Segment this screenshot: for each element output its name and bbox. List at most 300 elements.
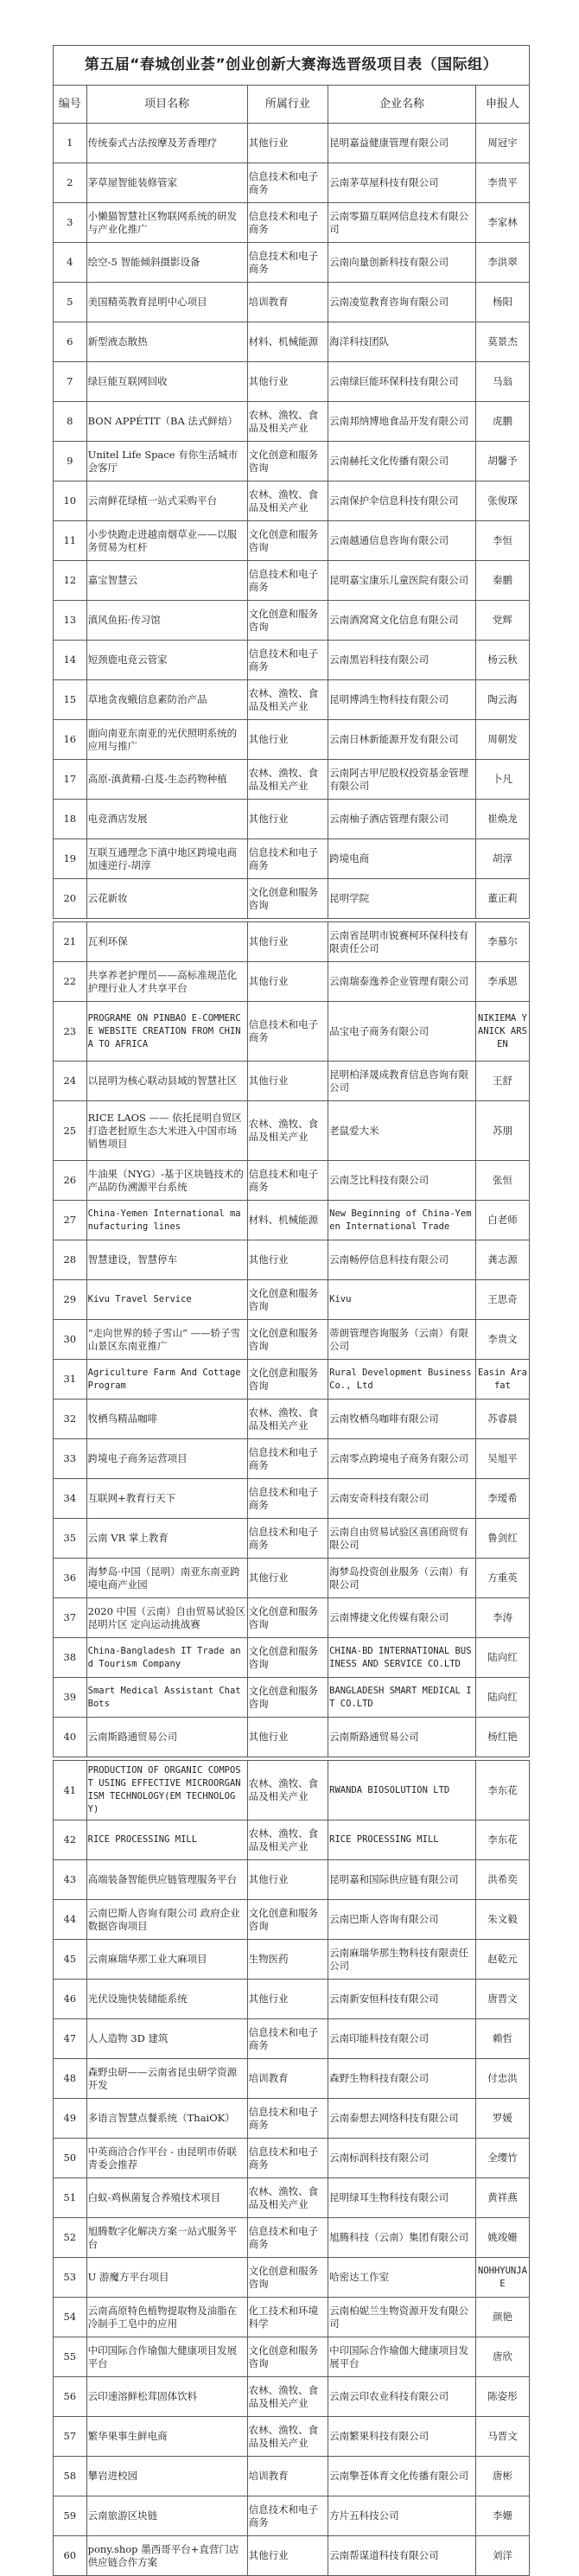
cell-applicant: 马晋文 (475, 2417, 529, 2457)
cell-company: 云南赫托文化传播有限公司 (328, 442, 476, 481)
cell-company: 云南帮谋道科技有限公司 (328, 2536, 476, 2576)
cell-project: 云南旅游区块链 (86, 2496, 247, 2536)
cell-company: 云南绿巨能环保科技有限公司 (328, 362, 476, 402)
cell-applicant: 李东花 (475, 1820, 529, 1860)
cell-applicant: 唐晋文 (475, 1980, 529, 2019)
table-row (54, 1598, 530, 1638)
table-row (54, 962, 530, 1002)
cell-applicant: 苏朋 (475, 1101, 529, 1161)
cell-no: 53 (54, 2258, 87, 2298)
cell-project: 嘉宝智慧云 (86, 561, 247, 601)
cell-no: 55 (54, 2337, 87, 2377)
cell-no: 22 (54, 962, 87, 1002)
cell-industry: 信息技术和电子商务 (247, 1479, 328, 1519)
cell-industry: 信息技术和电子商务 (247, 243, 328, 283)
cell-industry: 信息技术和电子商务 (247, 2139, 328, 2178)
cell-company: 昆明柏泽晟成教育信息咨询有限公司 (328, 1062, 476, 1101)
cell-company: 云南凌览教育咨询有限公司 (328, 283, 476, 322)
table-title: 第五届“春城创业荟”创业创新大赛海选晋级项目表（国际组） (54, 46, 530, 86)
cell-company: 海洋科技团队 (328, 322, 476, 362)
cell-company: 云南印能科技有限公司 (328, 2019, 476, 2059)
cell-applicant: 付忠洪 (475, 2059, 529, 2099)
cell-no: 33 (54, 1439, 87, 1479)
cell-company: Rural Development Business Co., Ltd (328, 1360, 476, 1400)
cell-applicant: 白老师 (475, 1201, 529, 1240)
cell-applicant: 唐彬 (475, 2457, 529, 2496)
cell-no: 27 (54, 1201, 87, 1240)
cell-company: 云南柏妮兰生物资源开发有限公司 (328, 2298, 476, 2337)
table-row (54, 1678, 530, 1718)
cell-industry: 信息技术和电子商务 (247, 163, 328, 203)
cell-company: 蒂朗管理咨询服务（云南）有限公司 (328, 1320, 476, 1360)
cell-company: 中印国际合作瑜伽大健康项目发展平台 (328, 2337, 476, 2377)
cell-industry: 农林、渔牧、食品及相关产业 (247, 2417, 328, 2457)
cell-industry: 农林、渔牧、食品及相关产业 (247, 680, 328, 720)
cell-industry: 材料、机械能源 (247, 1201, 328, 1240)
table-row (54, 1062, 530, 1101)
cell-company: 品宝电子商务有限公司 (328, 1002, 476, 1062)
cell-applicant: NOHHYUNJAE (475, 2258, 529, 2298)
cell-company: RICE PROCESSING MILL (328, 1820, 476, 1860)
table-row (54, 1002, 530, 1062)
table-row (54, 561, 530, 601)
cell-project: 白蚁-鸡枞菌复合养殖技术项目 (86, 2178, 247, 2218)
cell-project: 滇风鱼拓·传习馆 (86, 601, 247, 641)
table-row (54, 2178, 530, 2218)
cell-industry: 农林、渔牧、食品及相关产业 (247, 2178, 328, 2218)
cell-industry: 信息技术和电子商务 (247, 561, 328, 601)
cell-project: 以昆明为核心联动县域的智慧社区 (86, 1062, 247, 1101)
cell-no: 30 (54, 1320, 87, 1360)
cell-project: 绿巨能互联网回收 (86, 362, 247, 402)
cell-applicant: 虎鹏 (475, 402, 529, 442)
cell-no: 10 (54, 481, 87, 521)
table-row (54, 1280, 530, 1320)
cell-industry: 文化创意和服务咨询 (247, 442, 328, 481)
table-body (54, 124, 530, 2576)
cell-company: 云南邦纳博地食品开发有限公司 (328, 402, 476, 442)
cell-company: 云南芝比科技有限公司 (328, 1161, 476, 1201)
cell-company: CHINA-BD INTERNATIONAL BUSINESS AND SERVICE CO.LTD (328, 1638, 476, 1678)
table-row (54, 2536, 530, 2576)
cell-project: “走向世界的轿子雪山” ——轿子雪山景区东南亚推广 (86, 1320, 247, 1360)
cell-industry: 信息技术和电子商务 (247, 1439, 328, 1479)
table-row (54, 641, 530, 680)
table-row (54, 720, 530, 760)
table-row (54, 402, 530, 442)
cell-company: 云南擎苍体育文化传播有限公司 (328, 2457, 476, 2496)
cell-applicant: NIKIEMA YANICK ARSEN (475, 1002, 529, 1062)
cell-industry: 信息技术和电子商务 (247, 2019, 328, 2059)
cell-industry: 其他行业 (247, 962, 328, 1002)
cell-applicant: 朱文毅 (475, 1900, 529, 1940)
cell-company: 昆明嘉和国际供应链有限公司 (328, 1860, 476, 1900)
cell-company: 云南博捷文化传媒有限公司 (328, 1598, 476, 1638)
cell-project: Kivu Travel Service (86, 1280, 247, 1320)
cell-project: 新型液态散热 (86, 322, 247, 362)
cell-applicant: 秦鹏 (475, 561, 529, 601)
table-row (54, 1638, 530, 1678)
cell-no: 14 (54, 641, 87, 680)
cell-industry: 文化创意和服务咨询 (247, 1598, 328, 1638)
cell-industry: 培训教育 (247, 283, 328, 322)
cell-project: 牛油果（NYG）-基于区块链技术的产品防伪溯源平台系统 (86, 1161, 247, 1201)
cell-project: 面向南亚东南亚的光伏照明系统的应用与推广 (86, 720, 247, 760)
cell-applicant: 赖哲 (475, 2019, 529, 2059)
cell-company: 云南自由贸易试验区喜团商贸有限公司 (328, 1519, 476, 1559)
cell-industry: 文化创意和服务咨询 (247, 1900, 328, 1940)
project-list-sheet (53, 45, 530, 2576)
cell-company: BANGLADESH SMART MEDICAL IT CO.LTD (328, 1678, 476, 1718)
cell-no: 13 (54, 601, 87, 641)
cell-no: 19 (54, 839, 87, 879)
cell-project: Smart Medical Assistant ChatBots (86, 1678, 247, 1718)
cell-company: 云南黑岩科技有限公司 (328, 641, 476, 680)
table-row (54, 1400, 530, 1439)
cell-project: 智慧建设，智慧停车 (86, 1240, 247, 1280)
table-row (54, 2099, 530, 2139)
cell-no: 48 (54, 2059, 87, 2099)
cell-no: 51 (54, 2178, 87, 2218)
cell-no: 45 (54, 1940, 87, 1980)
cell-project: 2020 中国（云南）自由贸易试验区昆明片区 定向运动挑战赛 (86, 1598, 247, 1638)
cell-company: 哈密达工作室 (328, 2258, 476, 2298)
cell-no: 12 (54, 561, 87, 601)
cell-applicant: 唐欣 (475, 2337, 529, 2377)
cell-industry: 农林、渔牧、食品及相关产业 (247, 1820, 328, 1860)
cell-no: 31 (54, 1360, 87, 1400)
project-table (53, 45, 530, 2576)
cell-company: 云南省昆明市锐赛柯环保科技有限责任公司 (328, 922, 476, 962)
cell-project: 云南高原特色植物提取物及油脂在冷制手工皂中的应用 (86, 2298, 247, 2337)
cell-project: RICE PROCESSING MILL (86, 1820, 247, 1860)
cell-no: 57 (54, 2417, 87, 2457)
cell-company: 云南标润科技有限公司 (328, 2139, 476, 2178)
cell-industry: 农林、渔牧、食品及相关产业 (247, 1761, 328, 1820)
cell-no: 2 (54, 163, 87, 203)
header-industry: 所属行业 (247, 86, 328, 124)
cell-industry: 文化创意和服务咨询 (247, 2258, 328, 2298)
cell-no: 52 (54, 2218, 87, 2258)
cell-applicant: 方重英 (475, 1559, 529, 1598)
table-row (54, 922, 530, 962)
cell-project: 攀岩进校园 (86, 2457, 247, 2496)
cell-applicant: 杨阳 (475, 283, 529, 322)
table-row (54, 442, 530, 481)
cell-industry: 信息技术和电子商务 (247, 2218, 328, 2258)
table-row (54, 800, 530, 839)
header-project: 项目名称 (86, 86, 247, 124)
cell-project: 多语言智慧点餐系统（ThaiOK） (86, 2099, 247, 2139)
cell-project: 绘空-5 智能倾斜摄影设备 (86, 243, 247, 283)
cell-project: 光伏设施快装储能系统 (86, 1980, 247, 2019)
cell-company: 云南零猫互联网信息技术有限公司 (328, 203, 476, 243)
cell-industry: 文化创意和服务咨询 (247, 1280, 328, 1320)
cell-applicant: 胡馨予 (475, 442, 529, 481)
cell-no: 9 (54, 442, 87, 481)
cell-applicant: 李姗 (475, 2496, 529, 2536)
cell-industry: 信息技术和电子商务 (247, 1519, 328, 1559)
cell-no: 44 (54, 1900, 87, 1940)
cell-project: pony.shop 墨西哥平台+直营门店供应链合作方案 (86, 2536, 247, 2576)
cell-industry: 培训教育 (247, 2457, 328, 2496)
cell-no: 34 (54, 1479, 87, 1519)
table-row (54, 163, 530, 203)
cell-company: 海梦岛投资创业服务（云南）有限公司 (328, 1559, 476, 1598)
cell-industry: 其他行业 (247, 800, 328, 839)
cell-applicant: 李贵平 (475, 163, 529, 203)
cell-project: 云南巴斯人咨询有限公司 政府企业数据咨询项目 (86, 1900, 247, 1940)
cell-no: 38 (54, 1638, 87, 1678)
table-row (54, 322, 530, 362)
cell-project: 高端装备智能供应链管理服务平台 (86, 1860, 247, 1900)
cell-project: 短颈鹿电竞云管家 (86, 641, 247, 680)
cell-no: 11 (54, 521, 87, 561)
cell-industry: 其他行业 (247, 362, 328, 402)
table-row (54, 601, 530, 641)
table-row (54, 1761, 530, 1820)
cell-industry: 信息技术和电子商务 (247, 2099, 328, 2139)
cell-project: 电竞酒店发展 (86, 800, 247, 839)
cell-industry: 其他行业 (247, 1980, 328, 2019)
cell-no: 18 (54, 800, 87, 839)
cell-applicant: 黄祥燕 (475, 2178, 529, 2218)
table-row (54, 1718, 530, 1757)
cell-industry: 信息技术和电子商务 (247, 641, 328, 680)
cell-industry: 信息技术和电子商务 (247, 203, 328, 243)
cell-company: 云南云印农业科技有限公司 (328, 2377, 476, 2417)
table-row (54, 839, 530, 879)
cell-industry: 其他行业 (247, 720, 328, 760)
cell-applicant: 杨云秋 (475, 641, 529, 680)
table-row (54, 2059, 530, 2099)
cell-industry: 其他行业 (247, 1718, 328, 1757)
cell-industry: 生物医药 (247, 1940, 328, 1980)
table-row (54, 521, 530, 561)
cell-industry: 农林、渔牧、食品及相关产业 (247, 2377, 328, 2417)
cell-project: 中印国际合作瑜伽大健康项目发展平台 (86, 2337, 247, 2377)
cell-no: 6 (54, 322, 87, 362)
cell-industry: 文化创意和服务咨询 (247, 2337, 328, 2377)
table-row (54, 1559, 530, 1598)
cell-no: 21 (54, 922, 87, 962)
cell-no: 16 (54, 720, 87, 760)
table-row (54, 124, 530, 163)
cell-project: 共享养老护理员——高标准规范化护理行业人才共享平台 (86, 962, 247, 1002)
table-row (54, 2337, 530, 2377)
cell-project: 云南 VR 掌上教育 (86, 1519, 247, 1559)
cell-project: Agriculture Farm And Cottage Program (86, 1360, 247, 1400)
cell-no: 32 (54, 1400, 87, 1439)
cell-no: 43 (54, 1860, 87, 1900)
cell-applicant: 马翁 (475, 362, 529, 402)
cell-no: 60 (54, 2536, 87, 2576)
cell-industry: 信息技术和电子商务 (247, 839, 328, 879)
cell-applicant: 全缨竹 (475, 2139, 529, 2178)
cell-project: PRODUCTION OF ORGANIC COMPOST USING EFFECTIVE MICROORGANISM TECHNOLOGY(EM TECHNOLOGY) (86, 1761, 247, 1820)
cell-project: 繁华果事生鲜电商 (86, 2417, 247, 2457)
cell-industry: 文化创意和服务咨询 (247, 1638, 328, 1678)
cell-applicant: 李家林 (475, 203, 529, 243)
cell-no: 1 (54, 124, 87, 163)
table-row (54, 243, 530, 283)
cell-applicant: 赵乾元 (475, 1940, 529, 1980)
cell-company: New Beginning of China-Yemen International Trade (328, 1201, 476, 1240)
cell-no: 59 (54, 2496, 87, 2536)
table-row (54, 1161, 530, 1201)
cell-company: 云南斯路通贸易公司 (328, 1718, 476, 1757)
cell-company: 云南繁果科技有限公司 (328, 2417, 476, 2457)
cell-industry: 信息技术和电子商务 (247, 1161, 328, 1201)
cell-applicant: 陶云海 (475, 680, 529, 720)
cell-project: 旭腾数字化解决方案一站式服务平台 (86, 2218, 247, 2258)
cell-industry: 文化创意和服务咨询 (247, 1360, 328, 1400)
cell-no: 7 (54, 362, 87, 402)
header-no: 编号 (54, 86, 87, 124)
table-row (54, 481, 530, 521)
cell-company: 云南巴斯人咨询有限公司 (328, 1900, 476, 1940)
cell-industry: 其他行业 (247, 1240, 328, 1280)
cell-applicant: 张恒 (475, 1161, 529, 1201)
cell-applicant: 崔焕龙 (475, 800, 529, 839)
cell-company: 跨境电商 (328, 839, 476, 879)
cell-project: 高原-滇黄精-白芨-生态药物种植 (86, 760, 247, 800)
cell-no: 4 (54, 243, 87, 283)
cell-industry: 信息技术和电子商务 (247, 1002, 328, 1062)
cell-applicant: 李瑷希 (475, 1479, 529, 1519)
cell-project: 草地贪夜蛾信息素防治产品 (86, 680, 247, 720)
table-row (54, 2457, 530, 2496)
cell-no: 8 (54, 402, 87, 442)
cell-no: 36 (54, 1559, 87, 1598)
cell-applicant: 陆向红 (475, 1678, 529, 1718)
table-row (54, 1860, 530, 1900)
cell-project: 人人造物 3D 建筑 (86, 2019, 247, 2059)
cell-industry: 农林、渔牧、食品及相关产业 (247, 481, 328, 521)
cell-company: 方片五科技公司 (328, 2496, 476, 2536)
cell-company: 云南瑞泰逸养企业管理有限公司 (328, 962, 476, 1002)
cell-industry: 文化创意和服务咨询 (247, 1678, 328, 1718)
cell-applicant: 卜凡 (475, 760, 529, 800)
cell-industry: 其他行业 (247, 1559, 328, 1598)
cell-no: 35 (54, 1519, 87, 1559)
cell-applicant: 刘洋 (475, 2536, 529, 2576)
table-row (54, 203, 530, 243)
cell-project: 海梦岛·中国（昆明）南亚东南亚跨境电商产业园 (86, 1559, 247, 1598)
table-row (54, 283, 530, 322)
cell-company: 旭腾科技（云南）集团有限公司 (328, 2218, 476, 2258)
cell-no: 54 (54, 2298, 87, 2337)
table-row (54, 1240, 530, 1280)
header-company: 企业名称 (328, 86, 476, 124)
cell-project: 跨境电子商务运营项目 (86, 1439, 247, 1479)
cell-project: 云印速溶鲜松茸固体饮料 (86, 2377, 247, 2417)
cell-project: Unitel Life Space 有你生活城市会客厅 (86, 442, 247, 481)
cell-project: 森野虫研——云南省昆虫研学资源开发 (86, 2059, 247, 2099)
cell-company: 云南阿古甲尼股权投资基金管理有限公司 (328, 760, 476, 800)
cell-no: 15 (54, 680, 87, 720)
cell-applicant: 罗媛 (475, 2099, 529, 2139)
table-row (54, 2377, 530, 2417)
cell-company: 云南向量创新科技有限公司 (328, 243, 476, 283)
cell-project: 互联互通理念下滇中地区跨境电商加速逆行-胡淳 (86, 839, 247, 879)
cell-no: 24 (54, 1062, 87, 1101)
cell-applicant: 姚竣姗 (475, 2218, 529, 2258)
cell-applicant: 莫景杰 (475, 322, 529, 362)
cell-company: RWANDA BIOSOLUTION LTD (328, 1761, 476, 1820)
cell-applicant: 董正莉 (475, 879, 529, 919)
cell-company: 云南零点跨境电子商务有限公司 (328, 1439, 476, 1479)
cell-no: 46 (54, 1980, 87, 2019)
cell-industry: 农林、渔牧、食品及相关产业 (247, 402, 328, 442)
cell-no: 58 (54, 2457, 87, 2496)
table-row (54, 2496, 530, 2536)
cell-project: 小懒猫智慧社区物联网系统的研发与产业化推广 (86, 203, 247, 243)
cell-company: 昆明绿耳生物科技有限公司 (328, 2178, 476, 2218)
cell-applicant: 王舒 (475, 1062, 529, 1101)
cell-applicant: 颜艳 (475, 2298, 529, 2337)
cell-no: 42 (54, 1820, 87, 1860)
cell-project: China-Yemen International manufacturing lines (86, 1201, 247, 1240)
cell-applicant: 龚志源 (475, 1240, 529, 1280)
table-row (54, 1439, 530, 1479)
cell-project: BON APPÉTIT（BA 法式鲜焙） (86, 402, 247, 442)
cell-no: 50 (54, 2139, 87, 2178)
cell-project: U 游魔方平台项目 (86, 2258, 247, 2298)
cell-company: 云南日林新能源开发有限公司 (328, 720, 476, 760)
cell-applicant: 陆向红 (475, 1638, 529, 1678)
cell-applicant: 杨红艳 (475, 1718, 529, 1757)
cell-company: 云南酒窝窝文化信息有限公司 (328, 601, 476, 641)
cell-industry: 农林、渔牧、食品及相关产业 (247, 1400, 328, 1439)
cell-company: 森野生物科技有限公司 (328, 2059, 476, 2099)
cell-no: 28 (54, 1240, 87, 1280)
cell-no: 56 (54, 2377, 87, 2417)
cell-no: 49 (54, 2099, 87, 2139)
table-row (54, 1940, 530, 1980)
cell-company: 昆明学院 (328, 879, 476, 919)
cell-company: 云南麻瑞华那生物科技有限责任公司 (328, 1940, 476, 1980)
cell-project: PROGRAME ON PINBAO E-COMMERCE WEBSITE CREATION FROM CHINA TO AFRICA (86, 1002, 247, 1062)
table-row (54, 2019, 530, 2059)
table-row (54, 760, 530, 800)
cell-project: RICE LAOS —— 依托昆明自贸区打造老挝原生态大米进入中国市场销售项目 (86, 1101, 247, 1161)
cell-no: 37 (54, 1598, 87, 1638)
cell-industry: 信息技术和电子商务 (247, 2496, 328, 2536)
cell-company: 云南安奇科技有限公司 (328, 1479, 476, 1519)
table-row (54, 2139, 530, 2178)
table-row (54, 2298, 530, 2337)
cell-applicant: 李涛 (475, 1598, 529, 1638)
cell-applicant: 陈姿彤 (475, 2377, 529, 2417)
cell-no: 40 (54, 1718, 87, 1757)
cell-project: 美国精英教育昆明中心项目 (86, 283, 247, 322)
table-row (54, 2218, 530, 2258)
cell-industry: 农林、渔牧、食品及相关产业 (247, 1101, 328, 1161)
table-row (54, 1980, 530, 2019)
header-applicant: 申报人 (475, 86, 529, 124)
cell-applicant: 李恒 (475, 521, 529, 561)
cell-industry: 文化创意和服务咨询 (247, 521, 328, 561)
cell-project: 茅草屋智能装修管家 (86, 163, 247, 203)
cell-no: 20 (54, 879, 87, 919)
cell-project: 云南鲜花绿植一站式采购平台 (86, 481, 247, 521)
cell-industry: 培训教育 (247, 2059, 328, 2099)
cell-project: China-Bangladesh IT Trade and Tourism Company (86, 1638, 247, 1678)
cell-industry: 文化创意和服务咨询 (247, 879, 328, 919)
header-row (54, 86, 530, 124)
cell-company: 云南越通信息咨询有限公司 (328, 521, 476, 561)
